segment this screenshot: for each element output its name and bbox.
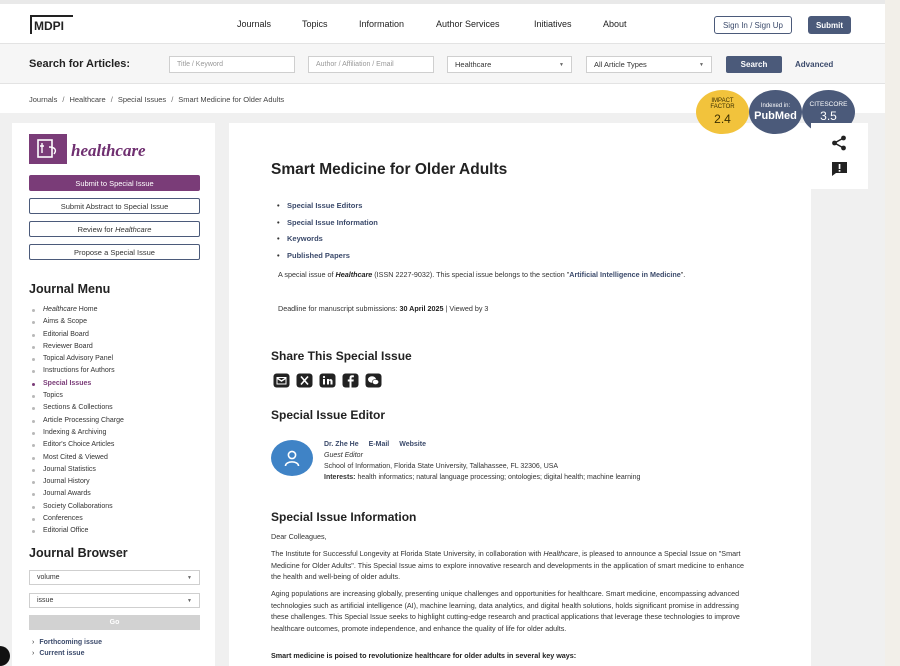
menu-item[interactable]: Journal Statistics — [29, 464, 124, 476]
forthcoming-label: Forthcoming issue — [39, 639, 102, 646]
chevron-right-icon: › — [32, 639, 35, 646]
propose-special-issue-button[interactable]: Propose a Special Issue — [29, 244, 200, 260]
info-paragraph-3: Smart medicine is poised to revolutionize healthcare for older adults in several key ways: — [271, 651, 577, 660]
p1-text: The Institute for Successful Longevity at Florida State University, in collaboration with — [271, 549, 544, 558]
deadline-date: 30 April 2025 — [399, 304, 444, 313]
impact-line1: IMPACT — [711, 98, 734, 104]
right-tools — [811, 123, 868, 189]
chevron-down-icon: ▼ — [559, 62, 564, 68]
issue-select[interactable] — [29, 593, 200, 608]
journal-menu-heading: Journal Menu — [29, 282, 111, 296]
go-button[interactable]: Go — [29, 615, 200, 630]
menu-item[interactable]: Aims & Scope — [29, 316, 124, 328]
submit-special-issue-button[interactable]: Submit to Special Issue — [29, 175, 200, 191]
issue-value: issue — [37, 597, 54, 604]
linkedin-icon[interactable] — [318, 372, 336, 388]
main-content — [229, 123, 811, 666]
journal-name[interactable]: healthcare — [71, 141, 146, 160]
menu-item[interactable]: Most Cited & Viewed — [29, 452, 124, 464]
menu-item[interactable]: Editorial Board — [29, 329, 124, 341]
review-prefix: Review for — [77, 224, 116, 234]
p1-text: , is pleased to announce a Special Issue on "Smart Medicine for Older Adults". This Special Issue aims to explore innovative research and developments in the application of smart medicine to enhance the health and well-being of older adults. — [271, 549, 745, 581]
nav-information[interactable]: Information — [359, 19, 405, 29]
deadline-suffix: | Viewed by 3 — [443, 304, 489, 313]
breadcrumb-current[interactable]: Smart Medicine for Older Adults — [178, 95, 285, 104]
pubmed-badge[interactable] — [749, 90, 802, 134]
intro-text: A special issue of — [278, 270, 336, 279]
chevron-down-icon: ▼ — [187, 575, 192, 581]
editor-email-link[interactable]: E-Mail — [368, 441, 390, 448]
left-sidebar — [12, 123, 215, 666]
user-icon — [271, 440, 313, 476]
cite-value: 3.5 — [820, 109, 837, 123]
editor-affiliation: School of Information, Florida State University, Tallahassee, FL 32306, USA — [324, 463, 559, 470]
menu-item[interactable]: Journal History — [29, 476, 124, 488]
facebook-icon[interactable] — [341, 372, 359, 388]
nav-topics[interactable]: Topics — [302, 19, 328, 29]
menu-item[interactable]: Editorial Office — [29, 525, 124, 537]
breadcrumb-healthcare[interactable]: Healthcare — [69, 95, 106, 104]
nav-author-services[interactable]: Author Services — [436, 19, 500, 29]
menu-item[interactable]: Article Processing Charge — [29, 415, 124, 427]
review-journal: Healthcare — [115, 224, 152, 234]
info-heading: Special Issue Information — [271, 510, 417, 524]
title-keyword-input[interactable]: Title / Keyword — [169, 56, 295, 73]
menu-item[interactable]: Topical Advisory Panel — [29, 353, 124, 365]
p1-journal: Healthcare — [543, 549, 579, 558]
menu-home-suffix: Home — [76, 306, 98, 313]
pubmed-line: Indexed in: — [760, 102, 791, 109]
interests-text: health informatics; natural language processing; ontologies; digital health; machine learning — [355, 474, 641, 481]
editor-website-link[interactable]: Website — [399, 441, 426, 448]
journal-select-value: Healthcare — [455, 60, 492, 69]
toc-keywords-link[interactable]: • Keywords — [277, 234, 378, 251]
menu-item-home[interactable] — [29, 304, 124, 316]
menu-home-journal: Healthcare — [43, 306, 77, 313]
info-paragraph-1 — [271, 548, 756, 583]
volume-value: volume — [37, 574, 60, 581]
toc-information-link[interactable]: • Special Issue Information — [277, 218, 378, 235]
submit-button[interactable]: Submit — [808, 16, 851, 34]
impact-line2: FACTOR — [710, 104, 735, 110]
breadcrumb-journals[interactable]: Journals — [29, 95, 58, 104]
wechat-icon[interactable] — [364, 372, 382, 388]
article-type-value: All Article Types — [594, 60, 647, 69]
editor-links — [324, 441, 436, 448]
editor-interests — [324, 474, 640, 481]
editor-heading: Special Issue Editor — [271, 408, 386, 422]
nav-about[interactable]: About — [603, 19, 627, 29]
search-bar — [0, 44, 885, 84]
interests-label: Interests: — [324, 474, 356, 481]
menu-item[interactable]: Instructions for Authors — [29, 365, 124, 377]
menu-item[interactable]: Editor's Choice Articles — [29, 439, 124, 451]
editor-name-link[interactable]: Dr. Zhe He — [324, 441, 359, 448]
greeting: Dear Colleagues, — [271, 532, 327, 541]
chevron-right-icon: › — [32, 650, 35, 657]
search-button[interactable]: Search — [726, 56, 782, 73]
feedback-icon[interactable] — [831, 161, 848, 182]
site-header — [0, 4, 885, 44]
intro-text: ". — [680, 270, 686, 279]
sign-in-button[interactable]: Sign In / Sign Up — [714, 16, 792, 34]
intro-text: (ISSN 2227-9032). This special issue belongs to the section " — [372, 270, 570, 279]
share-heading: Share This Special Issue — [271, 349, 412, 363]
deadline-prefix: Deadline for manuscript submissions: — [278, 304, 400, 313]
section-link[interactable]: Artificial Intelligence in Medicine — [569, 270, 681, 279]
submit-abstract-button[interactable]: Submit Abstract to Special Issue — [29, 198, 200, 214]
nav-journals[interactable]: Journals — [237, 19, 272, 29]
page-title: Smart Medicine for Older Adults — [271, 161, 508, 178]
menu-item-special-issues[interactable]: Special Issues — [29, 378, 124, 390]
pubmed-value: PubMed — [754, 109, 797, 122]
nav-initiatives[interactable]: Initiatives — [534, 19, 572, 29]
menu-item[interactable]: Conferences — [29, 513, 124, 525]
breadcrumb: Journals / Healthcare / Special Issues / Smart Medicine for Older Adults — [29, 95, 285, 104]
review-button[interactable] — [29, 221, 200, 237]
breadcrumb-special-issues[interactable]: Special Issues — [117, 95, 167, 104]
share-icon[interactable] — [831, 135, 847, 156]
advanced-search-link[interactable]: Advanced — [795, 60, 834, 69]
x-icon[interactable] — [295, 372, 313, 388]
impact-factor-badge[interactable] — [696, 90, 749, 134]
article-type-select[interactable] — [586, 56, 712, 73]
deadline — [278, 303, 748, 315]
current-label: Current issue — [39, 650, 85, 657]
volume-select[interactable] — [29, 570, 200, 585]
share-icons — [272, 372, 382, 388]
issue-intro — [278, 269, 748, 281]
menu-item[interactable]: Topics — [29, 390, 124, 402]
menu-item[interactable]: Journal Awards — [29, 488, 124, 500]
toc-editors-link[interactable]: • Special Issue Editors — [277, 201, 378, 218]
chevron-down-icon: ▼ — [187, 598, 192, 604]
menu-item[interactable]: Sections & Collections — [29, 402, 124, 414]
search-label: Search for Articles: — [29, 58, 131, 70]
journal-logo-icon[interactable] — [29, 134, 67, 164]
current-issue-link[interactable] — [32, 650, 84, 657]
cite-line: CITESCORE — [809, 101, 848, 108]
mdpi-logo-icon — [29, 14, 75, 36]
journal-menu — [29, 304, 124, 538]
editor-role: Guest Editor — [324, 452, 363, 459]
impact-value: 2.4 — [714, 112, 731, 126]
menu-item[interactable]: Society Collaborations — [29, 501, 124, 513]
svg-text:MDPI: MDPI — [34, 19, 64, 33]
forthcoming-issue-link[interactable] — [32, 639, 102, 646]
author-input[interactable]: Author / Affiliation / Email — [308, 56, 434, 73]
mdpi-logo[interactable] — [29, 13, 75, 37]
journal-browser-heading: Journal Browser — [29, 546, 128, 560]
table-of-contents — [277, 201, 378, 267]
chevron-down-icon: ▼ — [699, 62, 704, 68]
journal-select[interactable] — [447, 56, 572, 73]
intro-journal-link[interactable]: Healthcare — [335, 270, 373, 279]
toc-papers-link[interactable]: • Published Papers — [277, 251, 378, 268]
email-icon[interactable] — [272, 372, 290, 388]
menu-item[interactable]: Indexing & Archiving — [29, 427, 124, 439]
info-paragraph-2: Aging populations are increasing globally, presenting unique challenges and opportunities for healthcare. Smart medicine, encompassing advanced technologies such as artificial intelligence (AI), machine learning, data analytics, and digital health solutions, holds significant promise in addressing these challenges. This Special Issue seeks to highlight cutting-edge research and practical applications that leverage these technologies to improve healthcare outcomes, promote independence, and enhance the quality of life for older adults. — [271, 589, 740, 633]
menu-item[interactable]: Reviewer Board — [29, 341, 124, 353]
